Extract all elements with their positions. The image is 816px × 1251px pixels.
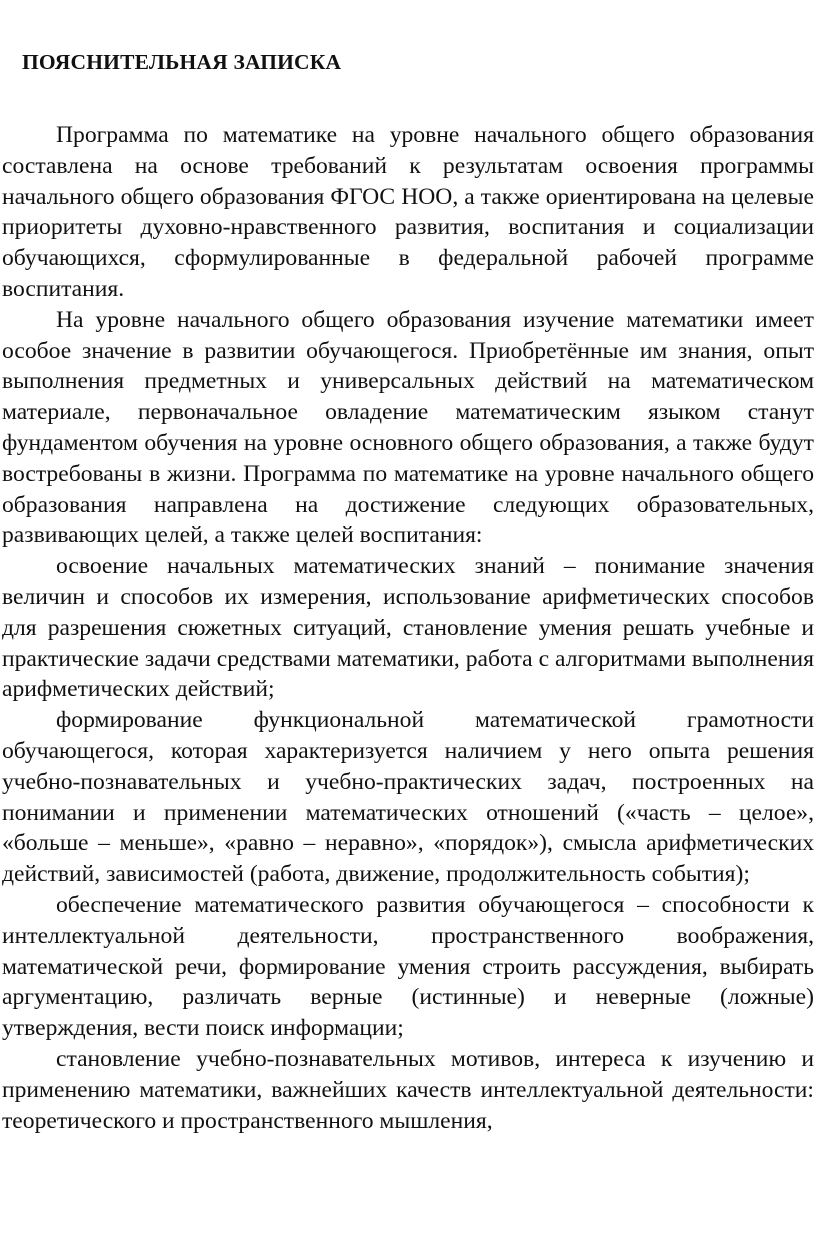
paragraph-goal-knowledge: освоение начальных математических знаний – понимание значения величин и способов их измерения, использование арифметических способов для разрешения сюжетных ситуаций, становление умения решать учебные и практические задачи средствами математики, работа с алгоритмами выполнения арифметических действий; — [2, 553, 814, 703]
paragraph-goal-literacy: формирование функциональной математической грамотности обучающегося, которая характеризуется наличием у него опыта решения учебно-познавательных и учебно-практических задач, построенных на понимании и применении математических отношений («часть – целое», «больше – меньше», «равно – неравно», «порядок»), смысла арифметических действий, зависимостей (работа, движение, продолжительность события); — [2, 707, 814, 888]
paragraph-goal-motivation: становление учебно-познавательных мотивов, интереса к изучению и применению математики, важнейших качеств интеллектуальной деятельности: теоретического и пространственного мышления, — [2, 1045, 814, 1134]
paragraph-intro: Программа по математике на уровне начального общего образования составлена на основе требований к результатам освоения программы начального общего образования ФГОС НОО, а также ориентирована на целевые приоритеты духовно-нравственного развития, воспитания и социализации обучающихся, сформулированные в федеральной рабочей программе воспитания. — [2, 122, 814, 302]
page-title: ПОЯСНИТЕЛЬНАЯ ЗАПИСКА — [22, 50, 342, 74]
paragraph-goal-development: обеспечение математического развития обучающегося – способности к интеллектуальной деятельности, пространственного воображения, математической речи, формирование умения строить рассуждения, выбирать аргументацию, различать верные (истинные) и неверные (ложные) утверждения, вести поиск информации; — [2, 891, 814, 1042]
document-body — [2, 120, 814, 1136]
paragraph-goals: На уровне начального общего образования изучение математики имеет особое значение в развитии обучающегося. Приобретённые им знания, опыт выполнения предметных и универсальных действий на математическом материале, первоначальное овладение математическим языком станут фундаментом обучения на уровне основного общего образования, а также будут востребованы в жизни. Программа по математике на уровне начального общего образования направлена на достижение следующих образовательных, развивающих целей, а также целей воспитания: — [2, 306, 814, 549]
